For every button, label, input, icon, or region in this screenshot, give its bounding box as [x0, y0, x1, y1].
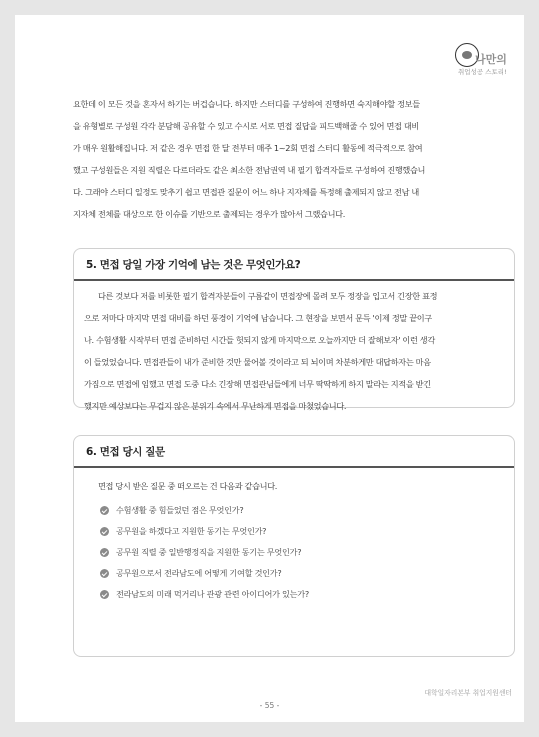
list-item: [100, 542, 309, 563]
page-number: - 55 -: [259, 701, 280, 710]
logo-name: 나만의: [475, 53, 507, 66]
text-line: 지자체 전체를 대상으로 한 이슈를 기반으로 출제되는 경우가 많아서 그랬습니다.: [73, 209, 345, 219]
check-circle-icon: [100, 548, 109, 557]
check-circle-icon: [100, 506, 109, 515]
text-line: 으로 저마다 마지막 면접 대비를 하던 풍경이 기억에 남습니다. 그 현장을 보면서 문득 '이제 정말 끝이구: [84, 313, 432, 323]
check-circle-icon: [100, 590, 109, 599]
logo: [451, 37, 521, 81]
text-line: 가짐으로 면접에 임했고 면접 도중 다소 긴장해 면접관님들에게 너무 딱딱하게 하지 말라는 지적을 받긴: [84, 379, 431, 389]
text-line: 요한데 이 모든 것을 혼자서 하기는 버겁습니다. 하지만 스터디를 구성하여 진행하면 숙지해야할 정보들: [73, 99, 420, 109]
footer-organization: 대학일자리본부 취업지원센터: [424, 689, 512, 697]
text-line: 가 매우 원활해집니다. 저 같은 경우 면접 한 달 전부터 매주 1~2회 면접 스터디 활동에 적극적으로 참여: [73, 143, 423, 153]
intro-paragraph: [73, 93, 513, 225]
list-item: [100, 584, 309, 605]
text-line: 다. 그래야 스터디 일정도 맞추기 쉽고 면접관 질문이 어느 하나 지자체를 특정해 출제되지 않고 전남 내: [73, 187, 419, 197]
section-6-intro: 면접 당시 받은 질문 중 떠오르는 건 다음과 같습니다.: [98, 481, 278, 491]
section-6: [73, 435, 515, 657]
check-circle-icon: [100, 527, 109, 536]
document-page: [15, 15, 524, 722]
logo-subtitle: 취업성공 스토리!: [458, 68, 507, 76]
list-item: [100, 563, 309, 584]
text-line: 을 유형별로 구성원 각각 분담해 공유할 수 있고 수시로 서로 면접 질답을 피드백해줄 수 있어 면접 대비: [73, 121, 419, 131]
text-line: 했지만 예상보다는 무겁지 않은 분위기 속에서 무난하게 면접을 마쳤었습니다.: [84, 401, 347, 411]
section-divider: [74, 279, 514, 281]
section-divider: [74, 466, 514, 468]
text-line: 나. 수험생활 시작부터 면접 준비하던 시간들 헛되지 않게 마지막으로 오늘까지만 더 잘해보자' 이런 생각: [84, 335, 435, 345]
text-line: 이 들었었습니다. 면접관들이 내가 준비한 것만 물어볼 것이라고 되 뇌이며 차분하게만 대답하자는 마음: [84, 357, 431, 367]
section-5-title: 5. 면접 당일 가장 기억에 남는 것은 무엇인가요?: [86, 259, 301, 271]
section-5-paragraph: [84, 285, 510, 417]
section-5: [73, 248, 515, 411]
check-circle-icon: [100, 569, 109, 578]
section-6-title: 6. 면접 당시 질문: [86, 446, 165, 458]
question-list: [100, 500, 309, 605]
question-text: 공무원을 하겠다고 지원한 동기는 무엇인가?: [116, 526, 267, 536]
list-item: [100, 500, 309, 521]
question-text: 공무원 직렬 중 일반행정직을 지원한 동기는 무엇인가?: [116, 547, 302, 557]
question-text: 공무원으로서 전라남도에 어떻게 기여할 것인가?: [116, 568, 282, 578]
text-line: 다른 것보다 저를 비롯한 필기 합격자분들이 구름같이 면접장에 몰려 모두 정장을 입고서 긴장한 표정: [98, 291, 438, 301]
question-text: 수험생활 중 힘들었던 점은 무엇인가?: [116, 505, 244, 515]
question-text: 전라남도의 미래 먹거리나 관광 관련 아이디어가 있는가?: [116, 589, 309, 599]
text-line: 했고 구성원들은 지원 직렬은 다르더라도 같은 최소한 전남권역 내 필기 합격자들로 구성하여 진행했습니: [73, 165, 426, 175]
list-item: [100, 521, 309, 542]
